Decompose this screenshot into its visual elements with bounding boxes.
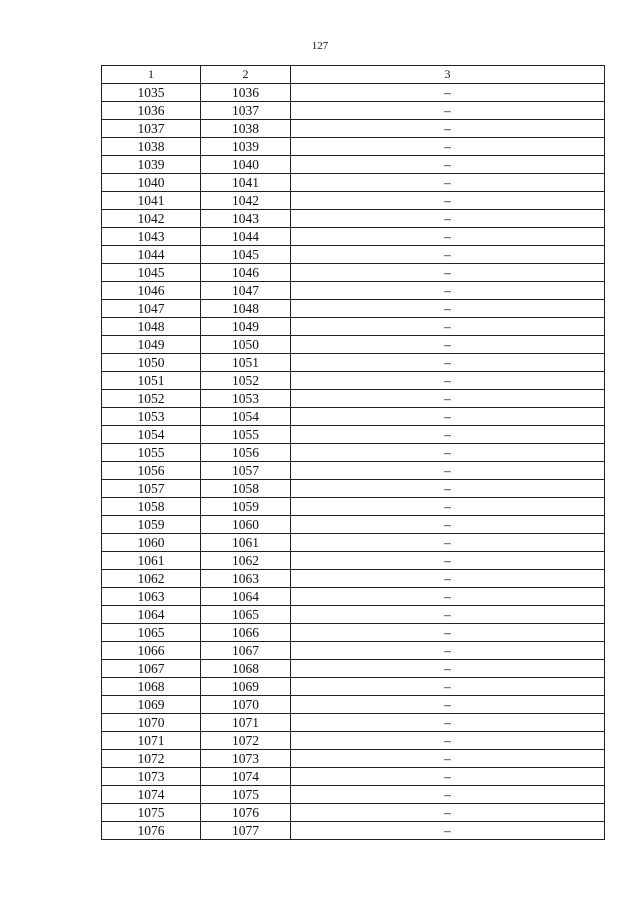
table-cell-col-3: –	[291, 372, 605, 390]
table-cell-col-2: 1046	[201, 264, 291, 282]
table-cell-col-2: 1052	[201, 372, 291, 390]
table-cell-col-2: 1072	[201, 732, 291, 750]
table-cell-col-2: 1039	[201, 138, 291, 156]
table-row	[102, 624, 605, 642]
table-cell-col-3: –	[291, 174, 605, 192]
table-cell-col-3: –	[291, 750, 605, 768]
table-cell-col-2: 1063	[201, 570, 291, 588]
table-cell-col-3: –	[291, 534, 605, 552]
table-cell-col-3: –	[291, 768, 605, 786]
table-cell-col-1: 1048	[102, 318, 201, 336]
table-cell-col-2: 1036	[201, 84, 291, 102]
table-row	[102, 354, 605, 372]
table-header	[102, 66, 605, 84]
table-cell-col-3: –	[291, 210, 605, 228]
table-cell-col-1: 1058	[102, 498, 201, 516]
page-number: 127	[311, 40, 329, 52]
table-cell-col-3: –	[291, 264, 605, 282]
table-cell-col-3: –	[291, 606, 605, 624]
table-cell-col-3: –	[291, 84, 605, 102]
table-row	[102, 678, 605, 696]
table-row	[102, 192, 605, 210]
table-cell-col-3: –	[291, 678, 605, 696]
table-cell-col-2: 1074	[201, 768, 291, 786]
table-row	[102, 768, 605, 786]
table-cell-col-1: 1066	[102, 642, 201, 660]
table-cell-col-3: –	[291, 696, 605, 714]
table-row	[102, 336, 605, 354]
table-row	[102, 570, 605, 588]
table-cell-col-1: 1067	[102, 660, 201, 678]
table-cell-col-2: 1056	[201, 444, 291, 462]
table-cell-col-3: –	[291, 318, 605, 336]
table-cell-col-3: –	[291, 498, 605, 516]
table-cell-col-1: 1051	[102, 372, 201, 390]
table-row	[102, 156, 605, 174]
table-cell-col-1: 1072	[102, 750, 201, 768]
table-cell-col-2: 1048	[201, 300, 291, 318]
table-body	[102, 84, 605, 840]
table-cell-col-1: 1076	[102, 822, 201, 840]
table-cell-col-1: 1062	[102, 570, 201, 588]
table-cell-col-1: 1054	[102, 426, 201, 444]
table-row	[102, 462, 605, 480]
table-row	[102, 390, 605, 408]
table-cell-col-1: 1055	[102, 444, 201, 462]
table-cell-col-1: 1049	[102, 336, 201, 354]
table-cell-col-1: 1035	[102, 84, 201, 102]
table-cell-col-2: 1071	[201, 714, 291, 732]
table-cell-col-2: 1073	[201, 750, 291, 768]
table-cell-col-3: –	[291, 246, 605, 264]
table-cell-col-1: 1039	[102, 156, 201, 174]
table-cell-col-1: 1040	[102, 174, 201, 192]
table-cell-col-1: 1045	[102, 264, 201, 282]
table-cell-col-3: –	[291, 282, 605, 300]
table-row	[102, 120, 605, 138]
table-cell-col-2: 1037	[201, 102, 291, 120]
table-row	[102, 588, 605, 606]
table-cell-col-2: 1057	[201, 462, 291, 480]
table-row	[102, 372, 605, 390]
table-row	[102, 426, 605, 444]
table-row	[102, 498, 605, 516]
table-row	[102, 84, 605, 102]
table-cell-col-3: –	[291, 426, 605, 444]
table-row	[102, 480, 605, 498]
table-cell-col-2: 1055	[201, 426, 291, 444]
table-cell-col-2: 1067	[201, 642, 291, 660]
table-cell-col-2: 1064	[201, 588, 291, 606]
table-cell-col-2: 1075	[201, 786, 291, 804]
table-cell-col-2: 1076	[201, 804, 291, 822]
table-cell-col-1: 1068	[102, 678, 201, 696]
table-row	[102, 318, 605, 336]
table-cell-col-2: 1038	[201, 120, 291, 138]
table-cell-col-3: –	[291, 462, 605, 480]
table-cell-col-2: 1070	[201, 696, 291, 714]
table-cell-col-1: 1071	[102, 732, 201, 750]
table-cell-col-1: 1073	[102, 768, 201, 786]
table-row	[102, 408, 605, 426]
column-header-3: 3	[291, 66, 605, 84]
table-cell-col-1: 1063	[102, 588, 201, 606]
table-cell-col-2: 1041	[201, 174, 291, 192]
table-cell-col-1: 1050	[102, 354, 201, 372]
data-table	[101, 65, 605, 840]
table-cell-col-1: 1064	[102, 606, 201, 624]
table-row	[102, 606, 605, 624]
table-cell-col-3: –	[291, 804, 605, 822]
column-header-1: 1	[102, 66, 201, 84]
table-cell-col-2: 1044	[201, 228, 291, 246]
table-cell-col-2: 1054	[201, 408, 291, 426]
table-cell-col-3: –	[291, 444, 605, 462]
table-cell-col-1: 1041	[102, 192, 201, 210]
table-cell-col-3: –	[291, 516, 605, 534]
table-row	[102, 732, 605, 750]
table-cell-col-3: –	[291, 120, 605, 138]
table-row	[102, 174, 605, 192]
table-cell-col-3: –	[291, 354, 605, 372]
table-cell-col-1: 1053	[102, 408, 201, 426]
table-row	[102, 642, 605, 660]
table-cell-col-2: 1053	[201, 390, 291, 408]
table-cell-col-1: 1037	[102, 120, 201, 138]
table-row	[102, 714, 605, 732]
table-cell-col-2: 1040	[201, 156, 291, 174]
table-cell-col-2: 1068	[201, 660, 291, 678]
table-row	[102, 516, 605, 534]
table-cell-col-1: 1070	[102, 714, 201, 732]
table-row	[102, 534, 605, 552]
table-cell-col-3: –	[291, 336, 605, 354]
table-cell-col-3: –	[291, 156, 605, 174]
table-cell-col-3: –	[291, 408, 605, 426]
table-row	[102, 138, 605, 156]
table-cell-col-1: 1042	[102, 210, 201, 228]
table-cell-col-1: 1038	[102, 138, 201, 156]
table-cell-col-2: 1051	[201, 354, 291, 372]
table-cell-col-1: 1046	[102, 282, 201, 300]
table-cell-col-3: –	[291, 786, 605, 804]
table-cell-col-1: 1043	[102, 228, 201, 246]
table-cell-col-1: 1044	[102, 246, 201, 264]
table-cell-col-2: 1060	[201, 516, 291, 534]
table-row	[102, 246, 605, 264]
table-cell-col-2: 1077	[201, 822, 291, 840]
table-cell-col-1: 1061	[102, 552, 201, 570]
table-cell-col-1: 1052	[102, 390, 201, 408]
table-cell-col-1: 1075	[102, 804, 201, 822]
table-row	[102, 660, 605, 678]
table-cell-col-3: –	[291, 300, 605, 318]
table-row	[102, 804, 605, 822]
table-cell-col-2: 1050	[201, 336, 291, 354]
table-row	[102, 102, 605, 120]
table-cell-col-3: –	[291, 390, 605, 408]
table-row	[102, 300, 605, 318]
table-cell-col-2: 1059	[201, 498, 291, 516]
table-cell-col-2: 1058	[201, 480, 291, 498]
table-cell-col-2: 1047	[201, 282, 291, 300]
table-cell-col-2: 1043	[201, 210, 291, 228]
table-cell-col-2: 1045	[201, 246, 291, 264]
table-cell-col-2: 1069	[201, 678, 291, 696]
table-cell-col-3: –	[291, 228, 605, 246]
table-cell-col-3: –	[291, 714, 605, 732]
table-cell-col-1: 1057	[102, 480, 201, 498]
table-cell-col-1: 1069	[102, 696, 201, 714]
table-row	[102, 750, 605, 768]
table-cell-col-1: 1074	[102, 786, 201, 804]
table-cell-col-3: –	[291, 822, 605, 840]
table-cell-col-3: –	[291, 138, 605, 156]
table-cell-col-1: 1036	[102, 102, 201, 120]
table-row	[102, 264, 605, 282]
table-row	[102, 696, 605, 714]
table-row	[102, 552, 605, 570]
table-cell-col-3: –	[291, 624, 605, 642]
table-cell-col-2: 1062	[201, 552, 291, 570]
table-cell-col-3: –	[291, 102, 605, 120]
table-cell-col-3: –	[291, 570, 605, 588]
table-cell-col-2: 1065	[201, 606, 291, 624]
table-cell-col-1: 1059	[102, 516, 201, 534]
table-cell-col-1: 1060	[102, 534, 201, 552]
table-cell-col-1: 1056	[102, 462, 201, 480]
table-cell-col-2: 1049	[201, 318, 291, 336]
column-header-2: 2	[201, 66, 291, 84]
table-row	[102, 786, 605, 804]
table-cell-col-3: –	[291, 192, 605, 210]
table-cell-col-1: 1047	[102, 300, 201, 318]
table-cell-col-3: –	[291, 588, 605, 606]
table-cell-col-3: –	[291, 660, 605, 678]
table-cell-col-2: 1042	[201, 192, 291, 210]
table-cell-col-2: 1066	[201, 624, 291, 642]
table-cell-col-3: –	[291, 480, 605, 498]
table-row	[102, 444, 605, 462]
table-row	[102, 228, 605, 246]
table-row	[102, 210, 605, 228]
table-cell-col-3: –	[291, 642, 605, 660]
header-row	[102, 66, 605, 84]
table-cell-col-3: –	[291, 552, 605, 570]
table-cell-col-1: 1065	[102, 624, 201, 642]
table-cell-col-2: 1061	[201, 534, 291, 552]
table-row	[102, 822, 605, 840]
table-row	[102, 282, 605, 300]
table-cell-col-3: –	[291, 732, 605, 750]
